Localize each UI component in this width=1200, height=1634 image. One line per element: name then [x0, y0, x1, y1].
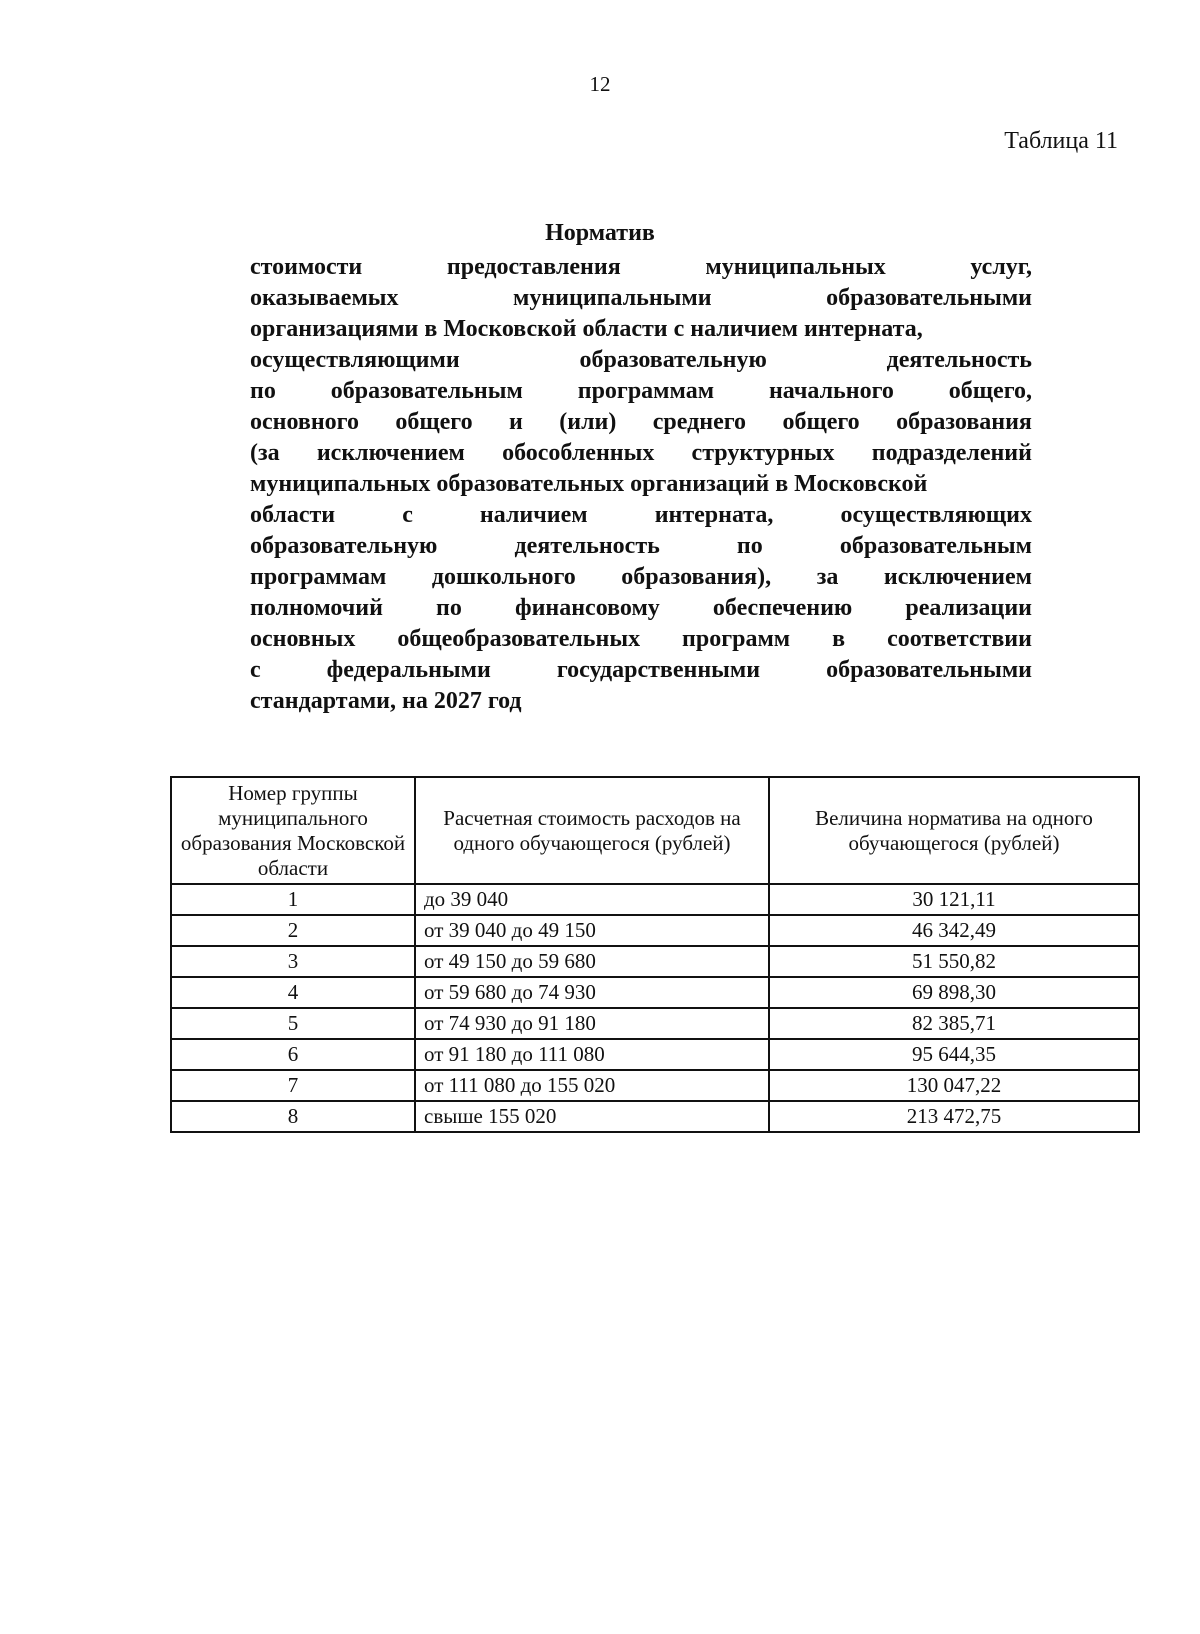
cell-cost-range: от 111 080 до 155 020 — [415, 1070, 769, 1101]
title-word: исключением — [316, 440, 465, 466]
title-word: по — [436, 595, 462, 621]
title-word: области — [250, 502, 336, 528]
cell-norm-value: 30 121,11 — [769, 884, 1139, 915]
cell-group-number: 8 — [171, 1101, 415, 1132]
title-line — [250, 345, 1032, 376]
title-line — [250, 314, 1032, 345]
cell-group-number: 3 — [171, 946, 415, 977]
cell-norm-value: 51 550,82 — [769, 946, 1139, 977]
title-word: наличием — [479, 502, 588, 528]
cell-norm-value: 213 472,75 — [769, 1101, 1139, 1132]
title-word: в — [832, 626, 846, 652]
title-word: муниципальных — [705, 254, 886, 280]
cell-group-number: 1 — [171, 884, 415, 915]
title-word: услуг, — [970, 254, 1032, 280]
title-word: образовательным — [839, 533, 1032, 559]
title-word: интерната, — [654, 502, 774, 528]
table-row — [171, 1070, 1139, 1101]
cell-cost-range: до 39 040 — [415, 884, 769, 915]
title-word: общего — [782, 409, 860, 435]
cell-norm-value: 69 898,30 — [769, 977, 1139, 1008]
table-row — [171, 884, 1139, 915]
norm-table — [170, 776, 1140, 1133]
title-word: оказываемых — [250, 285, 399, 311]
title-word: и — [509, 409, 523, 435]
title-line — [250, 469, 1032, 500]
title-word: за — [816, 564, 839, 590]
table-label: Таблица 11 — [1004, 128, 1118, 154]
cell-norm-value: 95 644,35 — [769, 1039, 1139, 1070]
document-title: Норматив — [545, 220, 655, 246]
cell-group-number: 7 — [171, 1070, 415, 1101]
title-word: обеспечению — [712, 595, 853, 621]
cell-group-number: 2 — [171, 915, 415, 946]
title-word: соответствии — [887, 626, 1032, 652]
table-row — [171, 915, 1139, 946]
cell-cost-range: от 91 180 до 111 080 — [415, 1039, 769, 1070]
title-word: дошкольного — [431, 564, 576, 590]
cell-norm-value: 46 342,49 — [769, 915, 1139, 946]
title-word: обособленных — [502, 440, 655, 466]
title-line — [250, 407, 1032, 438]
title-word: общего, — [948, 378, 1032, 404]
title-line — [250, 376, 1032, 407]
title-word: государственными — [556, 657, 761, 683]
title-word: стоимости — [250, 254, 363, 280]
title-line — [250, 562, 1032, 593]
title-word: подразделений — [871, 440, 1032, 466]
title-word: деятельность — [886, 347, 1032, 373]
cell-cost-range: от 59 680 до 74 930 — [415, 977, 769, 1008]
page-number: 12 — [589, 72, 611, 96]
title-word: по — [736, 533, 763, 559]
title-line — [250, 500, 1032, 531]
table-row — [171, 977, 1139, 1008]
title-line — [250, 283, 1032, 314]
title-word: муниципальными — [513, 285, 712, 311]
title-word: основных — [250, 626, 356, 652]
title-word: программ — [682, 626, 791, 652]
cell-cost-range: от 49 150 до 59 680 — [415, 946, 769, 977]
title-line — [250, 531, 1032, 562]
title-word: полномочий — [250, 595, 383, 621]
cell-group-number: 4 — [171, 977, 415, 1008]
title-word: структурных — [691, 440, 835, 466]
title-word: финансовому — [514, 595, 660, 621]
table-header-row — [171, 777, 1139, 884]
title-line — [250, 624, 1032, 655]
table-row — [171, 1101, 1139, 1132]
cell-group-number: 5 — [171, 1008, 415, 1039]
cell-group-number: 6 — [171, 1039, 415, 1070]
title-word: организациями в Московской области с наличием интерната, — [250, 316, 923, 342]
table-row — [171, 1039, 1139, 1070]
title-word: общего — [395, 409, 473, 435]
title-word: начального — [768, 378, 894, 404]
title-line — [250, 593, 1032, 624]
cell-norm-value: 130 047,22 — [769, 1070, 1139, 1101]
title-word: образовательным — [330, 378, 523, 404]
title-word: программам — [250, 564, 387, 590]
title-word: программам — [577, 378, 715, 404]
cell-cost-range: свыше 155 020 — [415, 1101, 769, 1132]
cell-norm-value: 82 385,71 — [769, 1008, 1139, 1039]
title-word: муниципальных образовательных организаций в Московской — [250, 471, 928, 497]
title-word: образовательную — [579, 347, 767, 373]
title-word: образования), — [621, 564, 772, 590]
title-word: общеобразовательных — [397, 626, 641, 652]
title-word: образования — [896, 409, 1032, 435]
title-word: исключением — [883, 564, 1032, 590]
title-word: осуществляющих — [840, 502, 1032, 528]
title-word: образовательными — [826, 285, 1032, 311]
title-word: основного — [250, 409, 359, 435]
title-word: по — [250, 378, 276, 404]
title-line — [250, 686, 1032, 717]
table-row — [171, 1008, 1139, 1039]
header-group-number: Номер группы муниципального образования Московской области — [171, 777, 415, 884]
title-word: (или) — [559, 409, 617, 435]
title-word: образовательную — [250, 533, 438, 559]
title-word: деятельность — [514, 533, 660, 559]
title-word: федеральными — [326, 657, 491, 683]
title-word: стандартами, на 2027 год — [250, 688, 522, 714]
title-line — [250, 655, 1032, 686]
title-line — [250, 252, 1032, 283]
title-word: с — [250, 657, 261, 683]
title-line — [250, 438, 1032, 469]
title-word: с — [402, 502, 413, 528]
header-norm-value: Величина норматива на одного обучающегося (рублей) — [769, 777, 1139, 884]
title-word: осуществляющими — [250, 347, 460, 373]
title-word: реализации — [905, 595, 1032, 621]
table-row — [171, 946, 1139, 977]
header-cost-range: Расчетная стоимость расходов на одного обучающегося (рублей) — [415, 777, 769, 884]
cell-cost-range: от 39 040 до 49 150 — [415, 915, 769, 946]
title-word: (за — [250, 440, 280, 466]
title-word: образовательными — [826, 657, 1032, 683]
title-word: предоставления — [446, 254, 621, 280]
title-word: среднего — [652, 409, 747, 435]
document-subtitle — [250, 252, 1032, 717]
cell-cost-range: от 74 930 до 91 180 — [415, 1008, 769, 1039]
